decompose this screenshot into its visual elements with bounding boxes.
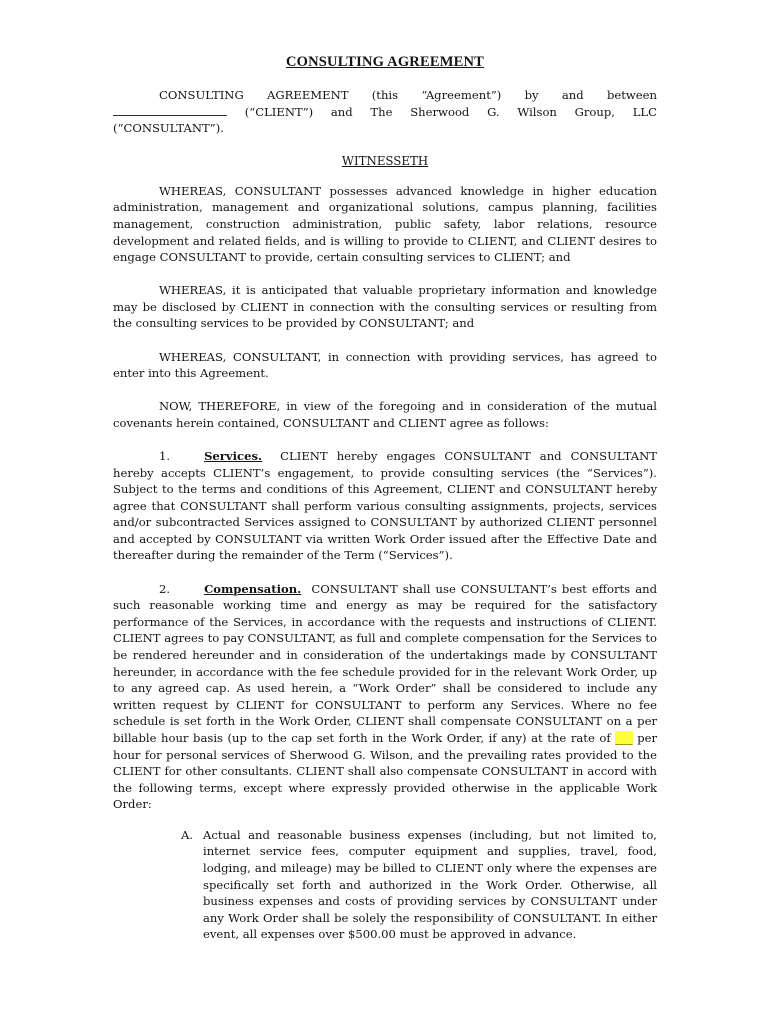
- section-2-text-a: CONSULTANT shall use CONSULTANT’s best efforts and such reasonable working time and energy as may be required for the satisfactory performance of the Services, in accordance with the requests and instructions of CLIENT. CLIENT agrees to pay CONSULTANT, as full and complete compensation for the Services to be rendered hereunder and in consideration of the undertakings made by CONSULTANT hereunder, in accordance with the fee schedule provided for in the relevant Work Order, up to any agreed cap. As used herein, a “Work Order” shall be considered to include any written request by CLIENT for CONSULTANT to perform any Services. Where no fee schedule is set forth in the Work Order, CLIENT shall compensate CONSULTANT on a per billable hour basis (up to the cap set forth in the Work Order, if any) at the rate of: [113, 581, 657, 745]
- intro-text-a: CONSULTING AGREEMENT (this “Agreement”) by and between: [159, 88, 657, 102]
- section-1-text: CLIENT hereby engages CONSULTANT and CONSULTANT hereby accepts CLIENT’s engagement, to provide consulting services (the “Services”). Subject to the terms and conditions of this Agreement, CLIENT and CONSULTANT hereby agree that CONSULTANT shall perform various consulting assignments, projects, services and/or subcontracted Services assigned to CONSULTANT by authorized CLIENT personnel and accepted by CONSULTANT via written Work Order issued after the Effective Date and thereafter during the remainder of the Term (“Services”).: [113, 448, 657, 563]
- section-2-title: Compensation.: [204, 581, 302, 596]
- whereas-paragraph-3: WHEREAS, CONSULTANT, in connection with providing services, has agreed to enter into this Agreement.: [113, 349, 657, 381]
- section-2-text-b: per hour for personal services of Sherwood G. Wilson, and the prevailing rates provided to the CLIENT for other consultants. CLIENT shall also compensate CONSULTANT in accord with the following terms, except where expressly provided otherwise in the applicable Work Order:: [113, 730, 658, 812]
- section-compensation: [113, 581, 657, 813]
- document-title: CONSULTING AGREEMENT: [285, 54, 485, 70]
- section-services: [113, 448, 657, 564]
- list-item-text: Actual and reasonable business expenses (including, but not limited to, internet service fees, computer equipment and supplies, travel, food, lodging, and mileage) may be billed to CLIENT only where the expenses are specifically set forth and authorized in the Work Order. Otherwise, all business expenses and costs of providing services by CONSULTANT under any Work Order shall be solely the responsibility of CONSULTANT. In either event, all expenses over $500.00 must be approved in advance.: [203, 827, 657, 942]
- now-therefore-paragraph: NOW, THEREFORE, in view of the foregoing and in consideration of the mutual covenants herein contained, CONSULTANT and CLIENT agree as follows:: [113, 399, 657, 430]
- rate-blank-highlight[interactable]: ___: [615, 730, 633, 745]
- witnesseth-heading: WITNESSETH: [341, 153, 429, 168]
- party-name-blank[interactable]: [113, 105, 227, 116]
- expense-list-item-a: [181, 827, 657, 943]
- whereas-paragraph-1: WHEREAS, CONSULTANT possesses advanced knowledge in higher education administration, management and organizational solutions, campus planning, facilities management, construction administration, public safety, labor relations, resource development and related fields, and is willing to provide to CLIENT, and CLIENT desires to engage CONSULTANT to provide, certain consulting services to CLIENT; and: [113, 183, 657, 265]
- intro-paragraph: [113, 87, 657, 137]
- whereas-paragraph-2: WHEREAS, it is anticipated that valuable proprietary information and knowledge may be disclosed by CLIENT in connection with the consulting services or resulting from the consulting services to be provided by CONSULTANT; and: [113, 283, 657, 331]
- list-item-marker: A.: [181, 827, 194, 842]
- document-page: [113, 54, 657, 943]
- section-2-number: 2.: [159, 581, 171, 596]
- section-1-title: Services.: [204, 448, 263, 463]
- intro-text-b: (“CLIENT”) and The Sherwood G. Wilson Group, LLC (“CONSULTANT”).: [113, 104, 657, 136]
- section-1-number: 1.: [159, 448, 171, 463]
